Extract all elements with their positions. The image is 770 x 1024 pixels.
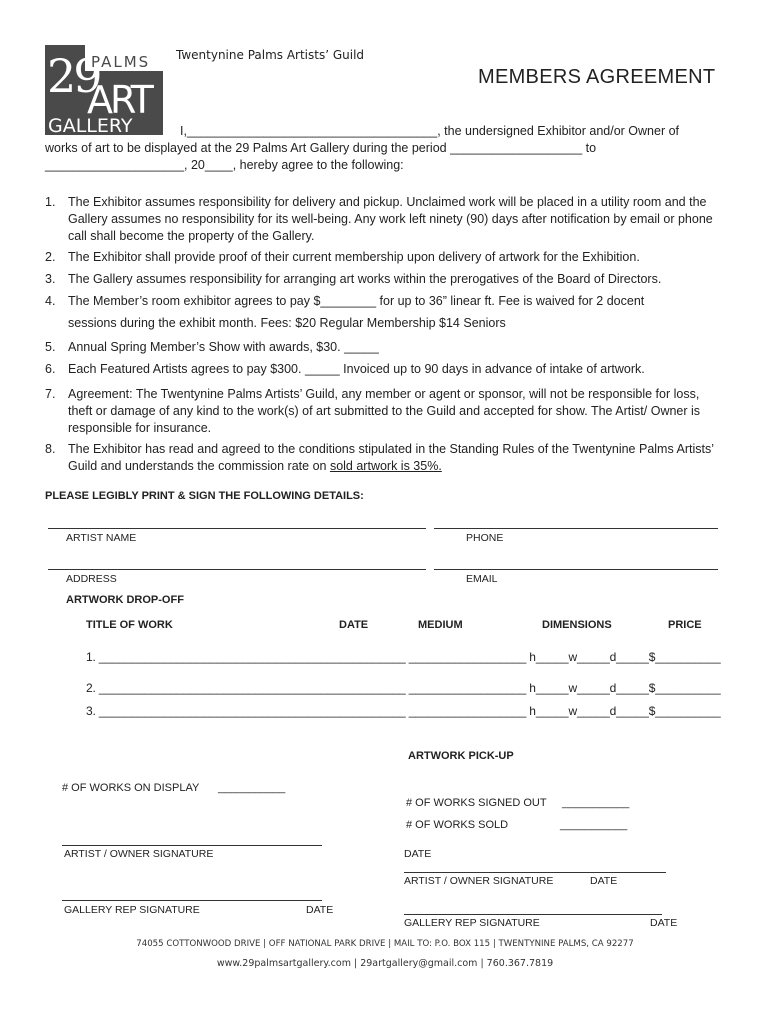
date-label-3: DATE	[306, 904, 334, 916]
phone-label: PHONE	[466, 532, 504, 544]
col-title-of-work: TITLE OF WORK	[86, 619, 173, 631]
dropoff-heading: ARTWORK DROP-OFF	[66, 594, 184, 606]
works-sold-label: # OF WORKS SOLD	[406, 819, 509, 831]
address-label: ADDRESS	[66, 573, 117, 585]
term-text: Agreement: The Twentynine Palms Artists’ Guild, any member or agent or sponsor, will not be responsible for loss, theft or damage of any kind to the work(s) of art submitted to the Guild and accepted for show. The Artist/ Owner is responsible for insurance.	[68, 387, 701, 435]
artist-owner-signature-line[interactable]	[62, 845, 322, 846]
artist-name-label: ARTIST NAME	[66, 532, 137, 544]
works-on-display-field[interactable]: ___________	[218, 782, 286, 794]
col-medium: MEDIUM	[418, 619, 463, 631]
footer-address: 74055 COTTONWOOD DRIVE | OFF NATIONAL PARK DRIVE | MAIL TO: P.O. BOX 115 | TWENTYNINE PALMS, CA 92277	[136, 939, 634, 949]
term-number: 7.	[45, 387, 56, 401]
artist-name-line[interactable]	[48, 528, 426, 529]
logo-29: 29	[47, 49, 100, 103]
col-dimensions: DIMENSIONS	[542, 619, 612, 631]
col-date: DATE	[339, 619, 369, 631]
term-number: 6.	[45, 362, 56, 376]
intro-line-2: works of art to be displayed at the 29 Palms Art Gallery during the period ___________________ to	[45, 141, 597, 155]
email-line[interactable]	[434, 569, 718, 570]
gallery-rep-signature-label-2: GALLERY REP SIGNATURE	[404, 917, 540, 929]
term-text: Each Featured Artists agrees to pay $300. _____ Invoiced up to 90 days in advance of intake of artwork.	[68, 362, 645, 376]
gallery-rep-signature-line-2[interactable]	[404, 914, 662, 915]
gallery-rep-signature-label: GALLERY REP SIGNATURE	[64, 904, 200, 916]
col-price: PRICE	[668, 619, 702, 631]
term-text: The Gallery assumes responsibility for arranging art works within the prerogatives of the Board of Directors.	[68, 272, 662, 286]
term-text: The Exhibitor assumes responsibility for delivery and pickup. Unclaimed work will be placed in a utility room and the Gallery assumes no responsibility for its well-being. Any work left ninety (90) days after notification by email or phone call shall become the property of the Gallery.	[68, 195, 713, 243]
term-text: The Exhibitor shall provide proof of their current membership upon delivery of artwork for the Exhibition.	[68, 250, 640, 264]
term-text: sessions during the exhibit month. Fees: $20 Regular Membership $14 Seniors	[68, 316, 506, 330]
works-signed-out-label: # OF WORKS SIGNED OUT	[406, 797, 547, 809]
dropoff-row-3[interactable]: 3. _______________________________________________ __________________ h_____w_____d_____$__________	[86, 704, 721, 718]
term-number: 4.	[45, 294, 56, 308]
logo-gallery: GALLERY	[48, 115, 133, 135]
commission-rate: sold artwork is 35%.	[329, 459, 442, 473]
term-text: The Member’s room exhibitor agrees to pay $________ for up to 36” linear ft. Fee is waived for 2 docent	[68, 294, 645, 308]
term-number: 8.	[45, 442, 56, 456]
logo-palms: PALMS	[91, 53, 151, 71]
page-title: MEMBERS AGREEMENT	[478, 66, 716, 88]
term-1	[45, 194, 725, 245]
term-number: 3.	[45, 272, 56, 286]
dropoff-row-1[interactable]: 1. _______________________________________________ __________________ h_____w_____d_____$__________	[86, 650, 721, 664]
gallery-rep-signature-line[interactable]	[62, 900, 322, 901]
term-8	[45, 441, 725, 475]
footer-contact: www.29palmsartgallery.com | 29artgallery@gmail.com | 760.367.7819	[216, 958, 554, 969]
works-sold-field[interactable]: ___________	[560, 819, 628, 831]
logo-graphic	[45, 45, 163, 135]
intro-line-3: ____________________, 20____, hereby agree to the following:	[45, 158, 404, 172]
address-line[interactable]	[48, 569, 426, 570]
term-number: 2.	[45, 250, 56, 264]
term-number: 5.	[45, 340, 56, 354]
phone-line[interactable]	[434, 528, 718, 529]
term-8-text: The Exhibitor has read and agreed to the conditions stipulated in the Standing Rules of the Twentynine Palms Artists’ Guild and understands the commission rate on	[68, 442, 714, 473]
term-text: Annual Spring Member’s Show with awards, $30. _____	[68, 340, 379, 354]
date-label: DATE	[404, 848, 432, 860]
email-label: EMAIL	[466, 573, 498, 585]
gallery-logo	[45, 45, 163, 135]
works-on-display-label: # OF WORKS ON DISPLAY	[62, 782, 200, 794]
print-heading: PLEASE LEGIBLY PRINT & SIGN THE FOLLOWING DETAILS:	[45, 490, 364, 502]
date-label-4: DATE	[650, 917, 678, 929]
artist-owner-signature-label: ARTIST / OWNER SIGNATURE	[64, 848, 214, 860]
artist-owner-signature-line-2[interactable]	[404, 872, 666, 873]
term-text	[68, 441, 725, 475]
term-number: 1.	[45, 195, 56, 209]
date-label-2: DATE	[590, 875, 618, 887]
artist-owner-signature-label-2: ARTIST / OWNER SIGNATURE	[404, 875, 554, 887]
pickup-heading: ARTWORK PICK-UP	[408, 750, 514, 762]
term-7	[45, 386, 725, 437]
dropoff-row-2[interactable]: 2. _______________________________________________ __________________ h_____w_____d_____$__________	[86, 681, 721, 695]
logo-art: ART	[87, 78, 151, 122]
works-signed-out-field[interactable]: ___________	[562, 797, 630, 809]
guild-name: Twentynine Palms Artists’ Guild	[176, 48, 365, 62]
intro-line-1: I,____________________________________, the undersigned Exhibitor and/or Owner of	[180, 124, 680, 138]
